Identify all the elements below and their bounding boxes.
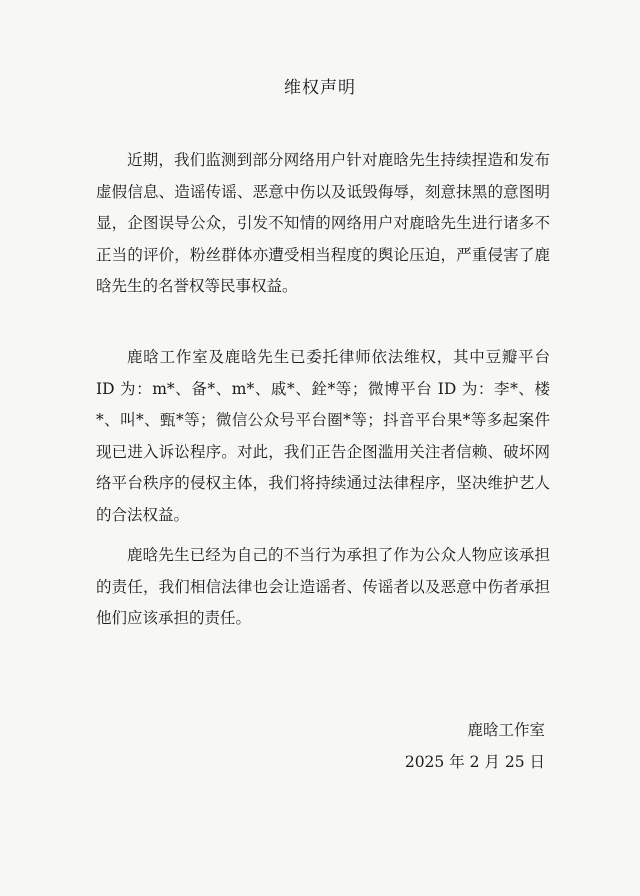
- signature-date: 2025 年 2 月 25 日: [404, 753, 545, 771]
- paragraph-3: 鹿晗先生已经为自己的不当行为承担了作为公众人物应该承担的责任，我们相信法律也会让造谣者、传谣者以及恶意中伤者承担他们应该承担的责任。: [96, 546, 550, 627]
- signature-organization: 鹿晗工作室: [467, 721, 545, 739]
- paragraph-2: 鹿晗工作室及鹿晗先生已委托律师依法维权，其中豆瓣平台 ID 为：m*、备*、m*、戚*、銓*等；微博平台 ID 为：李*、楼*、叫*、甄*等；微信公众号平台圈*等；抖音平台果*等多起案件现已进入诉讼程序。对此，我们正告企图滥用关注者信赖、破坏网络平台秩序的侵权主体，我们将持续通过法律程序，坚决维护艺人的合法权益。: [96, 348, 550, 524]
- paragraph-1: 近期，我们监测到部分网络用户针对鹿晗先生持续捏造和发布虚假信息、造谣传谣、恶意中伤以及诋毁侮辱，刻意抹黑的意图明显，企图误导公众，引发不知情的网络用户对鹿晗先生进行诸多不正当的评价，粉丝群体亦遭受相当程度的舆论压迫，严重侵害了鹿晗先生的名誉权等民事权益。: [96, 151, 550, 295]
- document-title: 维权声明: [284, 78, 356, 98]
